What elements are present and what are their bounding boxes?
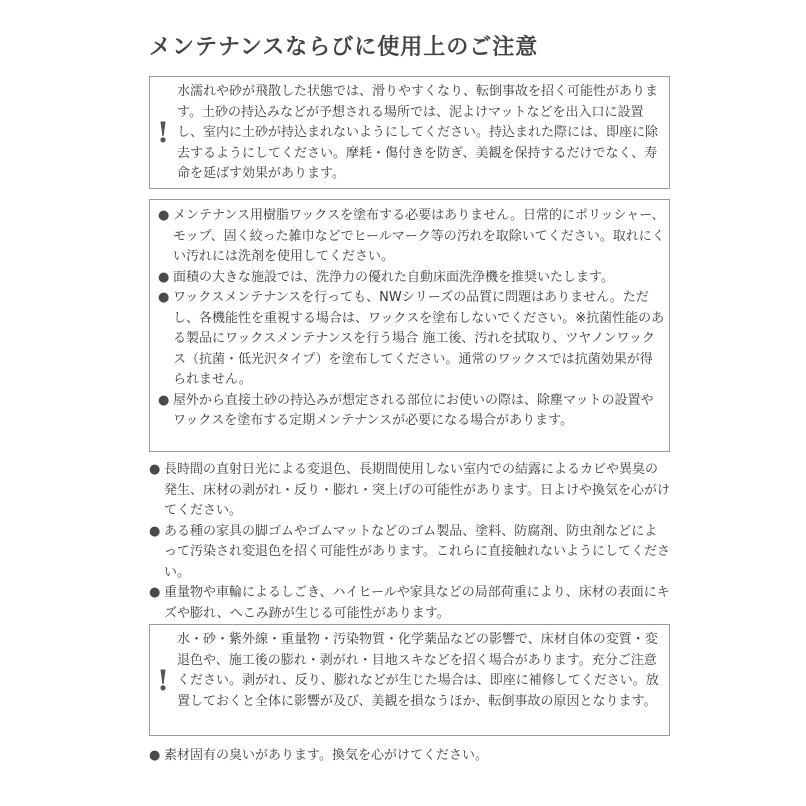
bullet-icon: ● bbox=[158, 392, 170, 408]
bullet-icon: ● bbox=[158, 269, 170, 285]
list-item bbox=[158, 391, 665, 432]
list-item-text: メンテナンス用樹脂ワックスを塗布する必要はありません。日常的にポリッシャー、モップ、固く絞った雑巾などでヒールマーク等の汚れを取除いてください。取れにくい汚れには洗剤を使用してください。 bbox=[173, 208, 665, 264]
list-item-text: 重量物や車輪によるしごき、ハイヒールや家具などの局部荷重により、床材の表面にキズや膨れ、へこみ跡が生じる可能性があります。 bbox=[164, 585, 670, 621]
caution-section bbox=[149, 460, 670, 624]
list-item bbox=[158, 206, 665, 268]
list-item-text: 素材固有の臭いがあります。換気を心がけてください。 bbox=[164, 748, 488, 763]
warning-text: 水・砂・紫外線・重量物・汚染物質・化学薬品などの影響で、床材自体の変質・変退色や、施工後の膨れ・剥がれ・目地スキなどを招く場合があります。充分ご注意ください。剥がれ、反り、膨れなどが生じた場合は、即座に補修してください。放置しておくと全体に影響が及び、美観を損なうほか、転倒事故の原因となります。 bbox=[177, 632, 659, 709]
list-item-text: 長時間の直射日光による変退色、長期間使用しない室内での結露によるカビや異臭の発生、床材の剥がれ・反り・膨れ・突上げの可能性があります。日よけや換気を心がけてください。 bbox=[164, 462, 670, 518]
caution-list bbox=[149, 460, 670, 624]
list-item-text: ワックスメンテナンスを行っても、NWシリーズの品質に問題はありません。ただし、各機能性を重視する場合は、ワックスを塗布しないでください。※抗菌性能のある製品にワックスメンテナンスを行う場合 施工後、汚れを拭取り、ツヤノンワックス（抗菌・低光沢タイプ）を塗布してください。通常のワックスでは抗菌効果が得られません。 bbox=[173, 290, 665, 387]
warning-box-slip bbox=[149, 76, 670, 189]
bullet-icon: ● bbox=[149, 748, 161, 763]
odor-section bbox=[149, 746, 670, 767]
list-item-text: 屋外から直接土砂の持込みが想定される部位にお使いの際は、除塵マットの設置やワックスを塗布する定期メンテナンスが必要になる場合があります。 bbox=[173, 392, 654, 428]
bullet-icon: ● bbox=[149, 585, 161, 600]
bullet-icon: ● bbox=[158, 208, 170, 223]
exclamation-icon: ! bbox=[156, 116, 170, 149]
list-item bbox=[149, 522, 670, 584]
bullet-icon: ● bbox=[149, 523, 161, 539]
list-item bbox=[158, 288, 665, 391]
list-item-text: ある種の家具の脚ゴムやゴムマットなどのゴム製品、塗料、防腐剤、防虫剤などによって汚染され変退色を招く可能性があります。これらに直接触れないようにしてください。 bbox=[164, 523, 670, 580]
exclamation-icon: ! bbox=[156, 663, 170, 697]
list-item bbox=[149, 746, 670, 767]
page-title: メンテナンスならびに使用上のご注意 bbox=[149, 35, 539, 60]
bullet-icon: ● bbox=[149, 462, 161, 477]
bullet-icon: ● bbox=[158, 290, 170, 305]
odor-list bbox=[149, 746, 670, 767]
maintenance-box bbox=[149, 199, 670, 452]
list-item bbox=[149, 583, 670, 624]
warning-box-deterioration bbox=[149, 624, 670, 736]
maintenance-list bbox=[158, 206, 665, 432]
warning-text: 水濡れや砂が飛散した状態では、滑りやすくなり、転倒事故を招く可能性があります。土砂の持込みなどが予想される場所では、泥よけマットなどを出入口に設置し、室内に土砂が持込まれないようにしてください。持込まれた際には、即座に除去するようにしてください。摩耗・傷付きを防ぎ、美観を保持するだけでなく、寿命を延ばす効果があります。 bbox=[177, 84, 659, 181]
list-item-text: 面積の大きな施設では、洗浄力の優れた自動床面洗浄機を推奨いたします。 bbox=[173, 269, 614, 285]
list-item bbox=[158, 268, 665, 289]
list-item bbox=[149, 460, 670, 522]
